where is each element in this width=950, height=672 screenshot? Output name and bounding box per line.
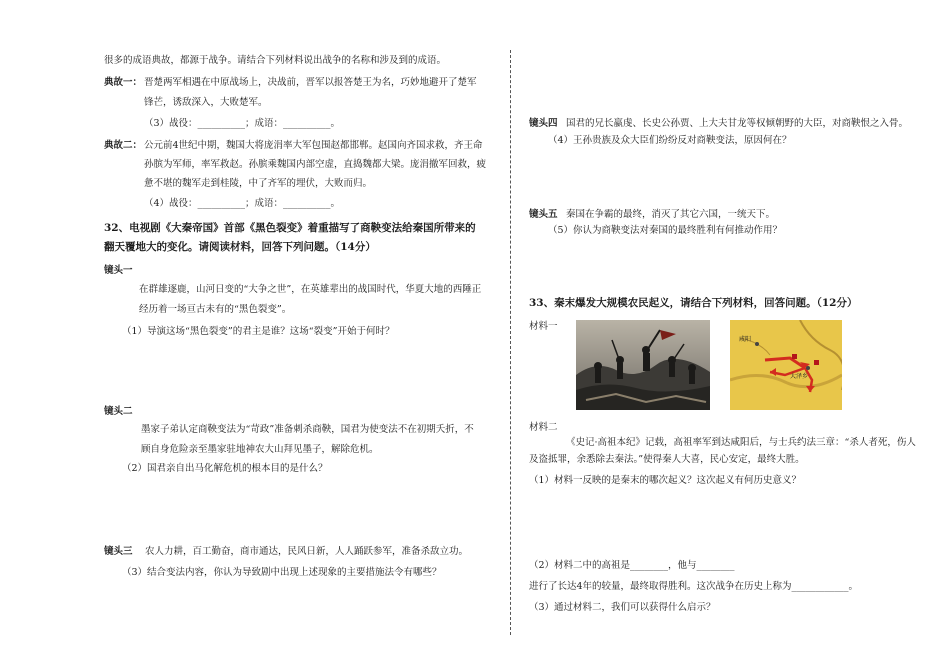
shot4-question: （4）王孙贵族及众大臣们纷纷反对商鞅变法，原因何在？ [548,135,792,146]
shot1-line1: 在群雄逐鹿，山河日变的“大争之世”，在英雄辈出的战国时代，华夏大地的西陲正 [139,284,482,295]
shot2-line1: 墨家子弟认定商鞅变法为“苛政”准备刺杀商鞅，国君为使变法不在初期夭折，不 [141,424,474,435]
shot2-line2: 顾自身危险亲至墨家驻地神农大山拜见墨子，解除危机。 [141,444,379,455]
uprising-route-map [730,320,842,410]
uprising-painting [576,320,710,410]
q33-title: 33、秦末爆发大规模农民起义，请结合下列材料，回答问题。（12分） [529,297,858,309]
story1-line2: 锋芒，诱敌深入，大败楚军。 [144,97,268,108]
q33-question-2a: （2）材料二中的高祖是________，他与________ [529,560,735,571]
material1-label: 材料一 [529,321,558,332]
shot5-question: （5）你认为商鞅变法对秦国的最终胜利有何推动作用？ [548,225,783,236]
q33-question-2b: 进行了长达4年的较量，最终取得胜利。这次战争在历史上称为____________。 [529,581,859,592]
story2-line1: 公元前4世纪中期，魏国大将庞涓率大军包围赵都邯郸。赵国向齐国求救，齐王命 [144,140,483,151]
shot1-question: （1）导演这场“黑色裂变”的君主是谁？这场“裂变”开始于何时？ [122,326,395,337]
shot4-label: 镜头四 [529,118,558,129]
material2-text-line1: 《史记·高祖本纪》记载，高祖率军到达咸阳后，与士兵约法三章：“杀人者死，伤人 [566,437,916,448]
shot3-label: 镜头三 [104,546,133,557]
story2-line3: 惫不堪的魏军走到桂陵，中了齐军的埋伏，大败而归。 [144,178,373,189]
intro-text: 很多的成语典故，都源于战争。请结合下列材料说出战争的名称和涉及到的成语。 [104,55,447,66]
shot1-line2: 经历着一场亘古未有的“黑色裂变”。 [139,304,292,315]
q33-question-3: （3）通过材料二，我们可以获得什么启示？ [529,602,716,613]
column-divider [510,50,511,635]
story2-label: 典故二： [104,140,143,151]
shot2-question: （2）国君亲自出马化解危机的根本目的是什么？ [122,463,328,474]
shot4-text: 国君的兄长嬴虔、长史公孙贾、上大夫甘龙等权倾朝野的大臣，对商鞅恨之入骨。 [566,118,909,129]
material2-label: 材料二 [529,422,558,433]
shot5-text: 秦国在争霸的最终，消灭了其它六国，一统天下。 [566,209,776,220]
question-3: （3）战役：__________；成语：__________。 [144,118,341,129]
map-label-xianyang: 咸阳 [739,336,752,343]
q32-title-line1: 32、电视剧《大秦帝国》首部《黑色裂变》着重描写了商鞅变法给秦国所带来的 [104,222,476,234]
story1-label: 典故一： [104,77,143,88]
shot2-label: 镜头二 [104,406,133,417]
question-4: （4）战役：__________；成语：__________。 [144,198,341,209]
material2-text-line2: 及盗抵罪，余悉除去秦法。”使得秦人大喜，民心安定，最终大胜。 [529,454,805,465]
shot3-text: 农人力耕，百工勤奋，商市通达，民风日新，人人踊跃参军，准备杀敌立功。 [145,546,469,557]
story2-line2: 孙膑为军师，率军救赵。孙膑乘魏国内部空虚，直捣魏都大梁。庞涓撤军回救，疲 [144,159,487,170]
shot1-label: 镜头一 [104,265,133,276]
q32-title-line2: 翻天覆地大的变化。请阅读材料，回答下列问题。（14分） [104,241,376,253]
map-label-dazexiang: 大泽乡 [790,373,809,380]
shot3-question: （3）结合变法内容，你认为导致剧中出现上述现象的主要措施法令有哪些？ [122,567,442,578]
q33-question-1: （1）材料一反映的是秦末的哪次起义？这次起义有何历史意义？ [529,475,802,486]
story1-line1: 晋楚两军相遇在中原战场上，决战前，晋军以报答楚王为名，巧妙地避开了楚军 [144,77,477,88]
shot5-label: 镜头五 [529,209,558,220]
